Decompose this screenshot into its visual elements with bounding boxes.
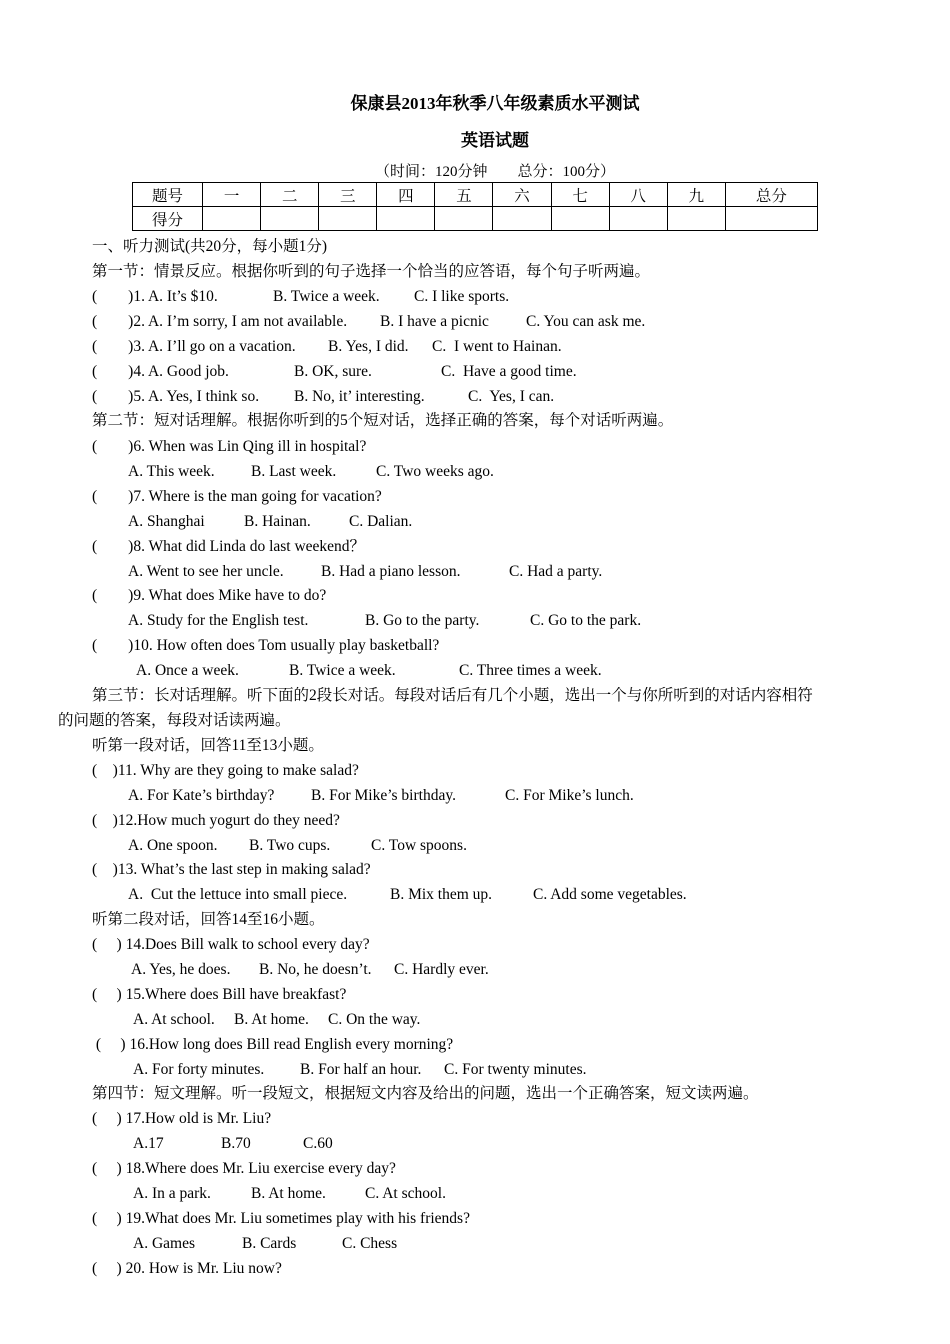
option-text: B. I have a picnic [380, 313, 489, 330]
score-input-cell[interactable] [261, 207, 319, 231]
question-item: ( ) 15.Where does Bill have breakfast? [92, 986, 347, 1003]
option-text: A. Yes, he does. [131, 961, 231, 978]
question-item: ( )8. What did Linda do last weekend？ [92, 538, 366, 555]
score-table-cell: 总分 [725, 183, 817, 207]
question-item: ( )4. A. Good job. [92, 363, 229, 380]
option-text: A. Games [133, 1235, 195, 1252]
score-row-label: 得分 [133, 207, 203, 231]
option-text: A. At school. [133, 1011, 215, 1028]
option-text: C. For Mike’s lunch. [505, 787, 634, 804]
option-text: B. Had a piano lesson. [321, 563, 461, 580]
option-text: C. Tow spoons. [371, 837, 467, 854]
option-text: B. Cards [242, 1235, 297, 1252]
exam-subtitle: 英语试题 [461, 131, 529, 150]
question-item: ( )5. A. Yes, I think so. [92, 388, 260, 405]
section-heading: 第二节：短对话理解。根据你听到的5个短对话，选择正确的答案，每个对话听两遍。 [92, 412, 674, 429]
option-text: B. At home. [234, 1011, 309, 1028]
score-input-cell[interactable] [609, 207, 667, 231]
question-item: ( )13. What’s the last step in making salad? [92, 861, 371, 878]
option-text: C. For twenty minutes. [444, 1061, 587, 1078]
score-table-cell: 八 [609, 183, 667, 207]
option-text: A. Study for the English test. [128, 612, 309, 629]
question-item: ( )3. A. I’ll go on a vacation. [92, 338, 296, 355]
option-text: C. I went to Hainan. [432, 338, 562, 355]
score-input-cell[interactable] [319, 207, 377, 231]
option-text: C. You can ask me. [526, 313, 646, 330]
option-text: B. For Mike’s birthday. [311, 787, 456, 804]
score-table-cell: 九 [667, 183, 725, 207]
question-item: ( )9. What does Mike have to do? [92, 587, 327, 604]
question-item: ( )11. Why are they going to make salad? [92, 762, 359, 779]
option-text: A. Cut the lettuce into small piece. [128, 886, 348, 903]
question-item: ( ) 17.How old is Mr. Liu? [92, 1110, 272, 1127]
score-input-cell[interactable] [493, 207, 551, 231]
option-text: C. Dalian. [349, 513, 413, 530]
score-table-cell: 七 [551, 183, 609, 207]
dialogue-heading: 听第一段对话，回答11至13小题。 [92, 737, 324, 754]
question-item: ( )10. How often does Tom usually play basketball? [92, 637, 440, 654]
option-text: B. Yes, I did. [328, 338, 409, 355]
option-text: C. On the way. [328, 1011, 421, 1028]
option-text: B. At home. [251, 1185, 326, 1202]
score-table-header-row [133, 183, 818, 207]
dialogue-heading: 听第二段对话，回答14至16小题。 [92, 911, 325, 928]
question-item: ( ) 14.Does Bill walk to school every day? [92, 936, 370, 953]
score-table-score-row [133, 207, 818, 231]
option-text: C. Two weeks ago. [376, 463, 494, 480]
question-item: ( )6. When was Lin Qing ill in hospital? [92, 438, 367, 455]
option-text: C. Add some vegetables. [533, 886, 687, 903]
question-item: ( ) 19.What does Mr. Liu sometimes play with his friends? [92, 1210, 470, 1227]
score-table-cell: 三 [319, 183, 377, 207]
option-text: C. Yes, I can. [468, 388, 555, 405]
section-heading: 第三节：长对话理解。听下面的2段长对话。每段对话后有几个小题，选出一个与你所听到的对话内容相符 [92, 687, 813, 704]
option-text: A. In a park. [133, 1185, 211, 1202]
score-input-cell[interactable] [667, 207, 725, 231]
option-text: A. Shanghai [128, 513, 205, 530]
option-text: C. Go to the park. [530, 612, 642, 629]
question-item: ( ) 18.Where does Mr. Liu exercise every day? [92, 1160, 396, 1177]
section-heading: 第一节：情景反应。根据你听到的句子选择一个恰当的应答语，每个句子听两遍。 [92, 263, 651, 280]
option-text: A. For forty minutes. [133, 1061, 265, 1078]
option-text: B. Last week. [251, 463, 337, 480]
option-text: B. Twice a week. [289, 662, 396, 679]
option-text: B. Mix them up. [390, 886, 493, 903]
score-input-cell[interactable] [435, 207, 493, 231]
option-text: A. For Kate’s birthday? [128, 787, 275, 804]
option-text: C. I like sports. [414, 288, 510, 305]
option-text: B. Two cups. [249, 837, 331, 854]
exam-title: 保康县2013年秋季八年级素质水平测试 [350, 94, 640, 113]
score-input-cell[interactable] [203, 207, 261, 231]
option-text: C. Hardly ever. [394, 961, 489, 978]
option-text: B. Twice a week. [273, 288, 380, 305]
score-table-cell: 题号 [133, 183, 203, 207]
question-item: ( ) 16.How long does Bill read English every morning? [92, 1036, 454, 1053]
option-text: B.70 [221, 1135, 251, 1152]
option-text: B. Hainan. [244, 513, 311, 530]
option-text: B. No, he doesn’t. [259, 961, 372, 978]
option-text: C. Three times a week. [459, 662, 602, 679]
option-text: C.60 [303, 1135, 333, 1152]
option-text: C. At school. [365, 1185, 446, 1202]
option-text: C. Had a party. [509, 563, 603, 580]
score-table-cell: 一 [203, 183, 261, 207]
score-table-cell: 四 [377, 183, 435, 207]
score-input-cell[interactable] [551, 207, 609, 231]
score-table-cell: 二 [261, 183, 319, 207]
option-text: B. No, it’ interesting. [294, 388, 425, 405]
score-input-cell[interactable] [377, 207, 435, 231]
score-table-cell: 六 [493, 183, 551, 207]
score-table-cell: 五 [435, 183, 493, 207]
score-table [132, 182, 818, 231]
question-item: ( )2. A. I’m sorry, I am not available. [92, 313, 348, 330]
option-text: A. Once a week. [136, 662, 239, 679]
option-text: C. Have a good time. [441, 363, 577, 380]
option-text: A. This week. [128, 463, 215, 480]
option-text: B. OK, sure. [294, 363, 372, 380]
exam-info: （时间：120分钟 总分：100分） [374, 164, 615, 180]
option-text: A.17 [133, 1135, 164, 1152]
option-text: A. One spoon. [128, 837, 218, 854]
question-item: ( ) 20. How is Mr. Liu now? [92, 1260, 282, 1277]
option-text: A. Went to see her uncle. [128, 563, 284, 580]
option-text: B. For half an hour. [300, 1061, 422, 1078]
part-heading: 一、听力测试(共20分，每小题1分) [92, 238, 328, 255]
question-item: ( )7. Where is the man going for vacation? [92, 488, 382, 505]
section-heading-continued: 的问题的答案，每段对话读两遍。 [58, 712, 291, 729]
score-input-cell[interactable] [725, 207, 817, 231]
section-heading: 第四节：短文理解。听一段短文，根据短文内容及给出的问题，选出一个正确答案，短文读两遍。 [92, 1085, 759, 1102]
option-text: B. Go to the party. [365, 612, 480, 629]
question-item: ( )1. A. It’s $10. [92, 288, 218, 305]
option-text: C. Chess [342, 1235, 398, 1252]
question-item: ( )12.How much yogurt do they need? [92, 812, 340, 829]
